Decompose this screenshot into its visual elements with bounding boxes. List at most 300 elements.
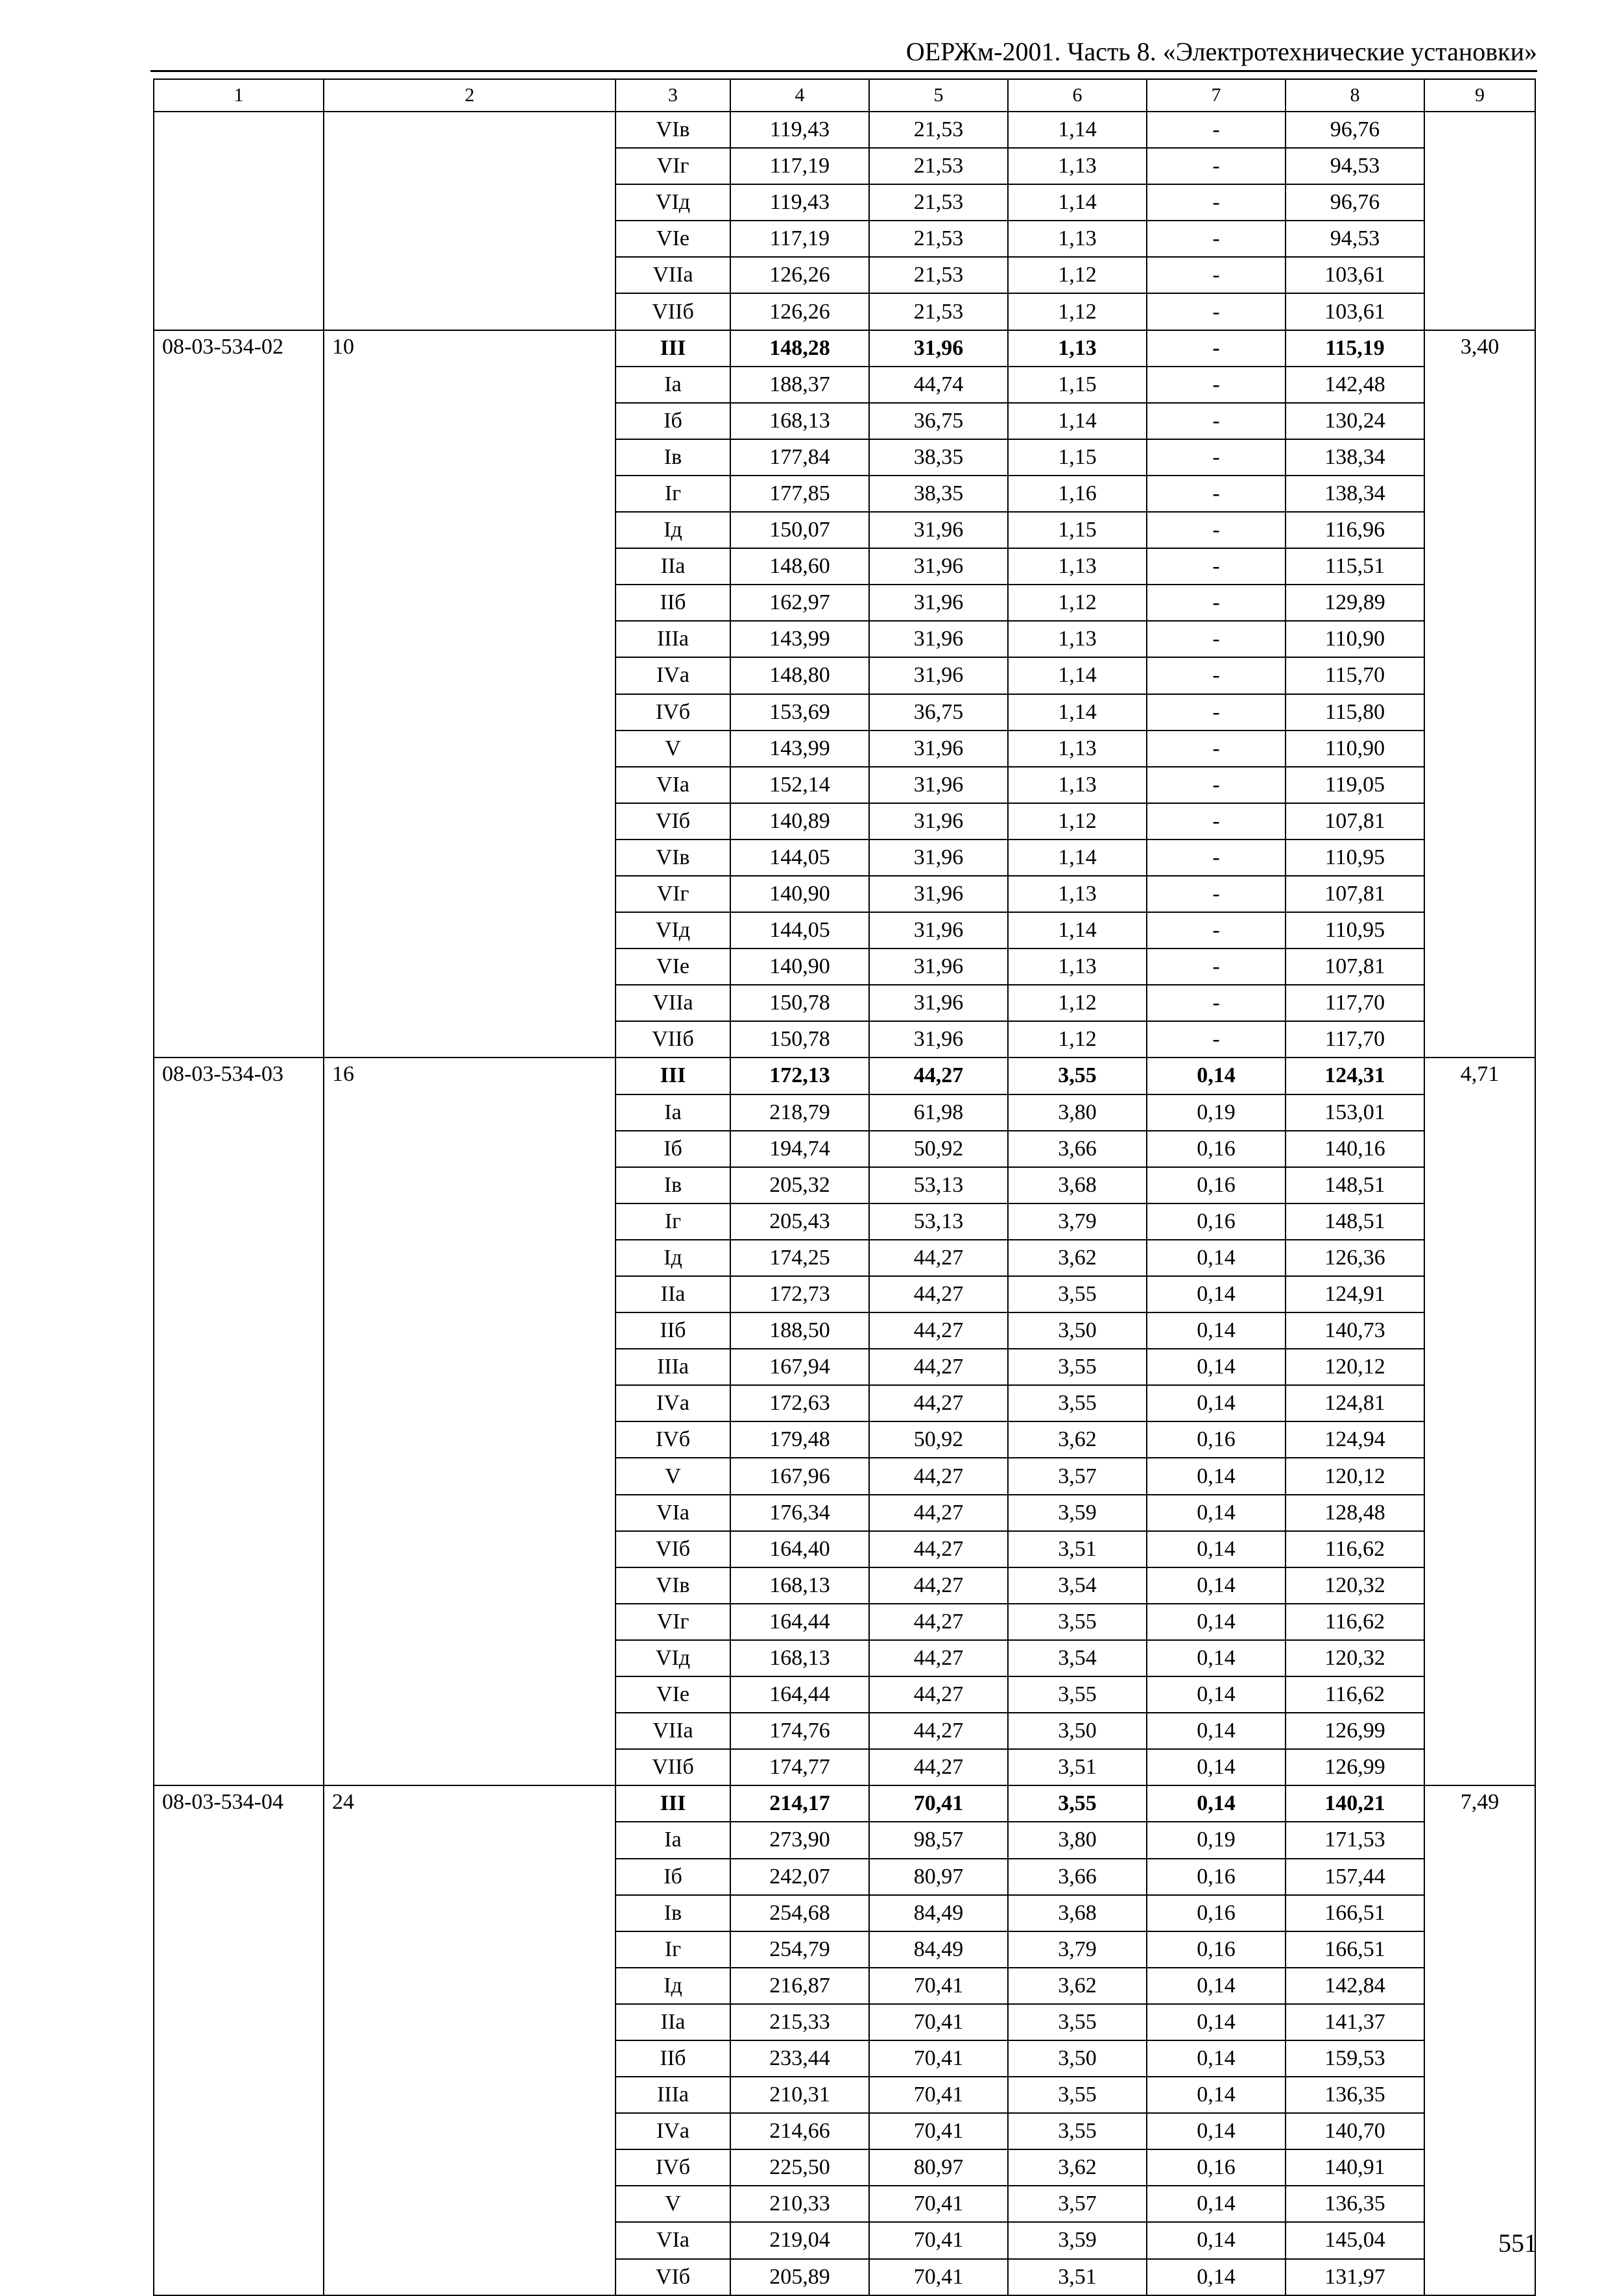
driver-wages-cell: 0,14: [1147, 1385, 1286, 1421]
driver-wages-cell: 0,14: [1147, 1349, 1286, 1385]
total-cost-cell: 215,33: [730, 2004, 869, 2040]
driver-wages-cell: 0,14: [1147, 1057, 1286, 1094]
wages-cell: 31,96: [869, 330, 1008, 367]
wages-cell: 50,92: [869, 1421, 1008, 1458]
zone-cell: VIIб: [616, 293, 730, 330]
wages-cell: 98,57: [869, 1822, 1008, 1858]
machine-cost-cell: 3,50: [1008, 2040, 1147, 2077]
materials-cell: 110,95: [1286, 840, 1424, 876]
materials-cell: 142,84: [1286, 1968, 1424, 2004]
zone-cell: IIа: [616, 548, 730, 585]
norm-code-cell: 08-03-534-03: [154, 1057, 324, 1785]
zone-cell: Iв: [616, 1167, 730, 1203]
machine-cost-cell: 3,55: [1008, 1276, 1147, 1312]
total-cost-cell: 176,34: [730, 1495, 869, 1531]
total-cost-cell: 172,73: [730, 1276, 869, 1312]
machine-cost-cell: 3,79: [1008, 1203, 1147, 1240]
materials-cell: 117,70: [1286, 985, 1424, 1021]
wages-cell: 31,96: [869, 621, 1008, 657]
machine-cost-cell: 1,13: [1008, 221, 1147, 257]
machine-cost-cell: 1,13: [1008, 767, 1147, 803]
wages-cell: 44,27: [869, 1749, 1008, 1785]
zone-cell: IIIа: [616, 1349, 730, 1385]
driver-wages-cell: -: [1147, 367, 1286, 403]
wages-cell: 44,27: [869, 1676, 1008, 1713]
labor-cell: 4,71: [1424, 1057, 1535, 1785]
machine-cost-cell: 1,15: [1008, 367, 1147, 403]
total-cost-cell: 117,19: [730, 148, 869, 184]
materials-cell: 120,12: [1286, 1349, 1424, 1385]
machine-cost-cell: 3,59: [1008, 2222, 1147, 2258]
materials-cell: 107,81: [1286, 949, 1424, 985]
materials-cell: 130,24: [1286, 403, 1424, 439]
zone-cell: III: [616, 1057, 730, 1094]
driver-wages-cell: 0,14: [1147, 1785, 1286, 1822]
total-cost-cell: 150,07: [730, 512, 869, 548]
driver-wages-cell: -: [1147, 476, 1286, 512]
zone-cell: Iд: [616, 1968, 730, 2004]
machine-cost-cell: 3,68: [1008, 1167, 1147, 1203]
wages-cell: 31,96: [869, 512, 1008, 548]
materials-cell: 128,48: [1286, 1495, 1424, 1531]
total-cost-cell: 167,94: [730, 1349, 869, 1385]
driver-wages-cell: 0,14: [1147, 1531, 1286, 1567]
wages-cell: 44,27: [869, 1713, 1008, 1749]
driver-wages-cell: 0,16: [1147, 1203, 1286, 1240]
machine-cost-cell: 3,55: [1008, 1676, 1147, 1713]
materials-cell: 116,62: [1286, 1531, 1424, 1567]
zone-cell: VIг: [616, 1604, 730, 1640]
wages-cell: 31,96: [869, 876, 1008, 912]
materials-cell: 124,91: [1286, 1276, 1424, 1312]
driver-wages-cell: -: [1147, 985, 1286, 1021]
wages-cell: 31,96: [869, 657, 1008, 694]
machine-cost-cell: 3,79: [1008, 1931, 1147, 1968]
materials-cell: 110,90: [1286, 731, 1424, 767]
wages-cell: 44,27: [869, 1349, 1008, 1385]
driver-wages-cell: 0,14: [1147, 1240, 1286, 1276]
wages-cell: 70,41: [869, 2040, 1008, 2077]
driver-wages-cell: 0,14: [1147, 1567, 1286, 1604]
driver-wages-cell: -: [1147, 221, 1286, 257]
machine-cost-cell: 3,55: [1008, 1604, 1147, 1640]
machine-cost-cell: 3,54: [1008, 1640, 1147, 1676]
machine-cost-cell: 3,55: [1008, 1385, 1147, 1421]
total-cost-cell: 210,33: [730, 2186, 869, 2222]
driver-wages-cell: 0,16: [1147, 1167, 1286, 1203]
total-cost-cell: 144,05: [730, 840, 869, 876]
materials-cell: 138,34: [1286, 439, 1424, 476]
column-number: 4: [730, 79, 869, 112]
table-row: [154, 1785, 1535, 1822]
total-cost-cell: 242,07: [730, 1859, 869, 1895]
wages-cell: 36,75: [869, 403, 1008, 439]
zone-cell: Iд: [616, 512, 730, 548]
materials-cell: 94,53: [1286, 148, 1424, 184]
driver-wages-cell: 0,14: [1147, 1495, 1286, 1531]
materials-cell: 110,90: [1286, 621, 1424, 657]
total-cost-cell: 126,26: [730, 293, 869, 330]
wages-cell: 21,53: [869, 148, 1008, 184]
zone-cell: Iг: [616, 476, 730, 512]
machine-cost-cell: 3,55: [1008, 1057, 1147, 1094]
driver-wages-cell: 0,16: [1147, 1131, 1286, 1167]
zone-cell: IIа: [616, 1276, 730, 1312]
total-cost-cell: 205,43: [730, 1203, 869, 1240]
machine-cost-cell: 1,12: [1008, 257, 1147, 293]
wages-cell: 21,53: [869, 112, 1008, 148]
wages-cell: 38,35: [869, 476, 1008, 512]
wages-cell: 44,27: [869, 1458, 1008, 1494]
materials-cell: 140,16: [1286, 1131, 1424, 1167]
norm-code-cell: [154, 112, 324, 330]
driver-wages-cell: -: [1147, 148, 1286, 184]
total-cost-cell: 150,78: [730, 1021, 869, 1057]
column-number: 7: [1147, 79, 1286, 112]
column-number: 5: [869, 79, 1008, 112]
zone-cell: VIб: [616, 803, 730, 840]
wages-cell: 84,49: [869, 1931, 1008, 1968]
machine-cost-cell: 1,14: [1008, 184, 1147, 221]
zone-cell: VIв: [616, 840, 730, 876]
wages-cell: 70,41: [869, 2222, 1008, 2258]
total-cost-cell: 119,43: [730, 184, 869, 221]
zone-cell: VIд: [616, 1640, 730, 1676]
total-cost-cell: 167,96: [730, 1458, 869, 1494]
materials-cell: 136,35: [1286, 2077, 1424, 2113]
materials-cell: 107,81: [1286, 876, 1424, 912]
zone-cell: VIе: [616, 1676, 730, 1713]
total-cost-cell: 210,31: [730, 2077, 869, 2113]
machine-cost-cell: 3,51: [1008, 1749, 1147, 1785]
wages-cell: 31,96: [869, 949, 1008, 985]
zone-cell: VIа: [616, 2222, 730, 2258]
total-cost-cell: 177,84: [730, 439, 869, 476]
zone-cell: VIIа: [616, 257, 730, 293]
total-cost-cell: 179,48: [730, 1421, 869, 1458]
driver-wages-cell: -: [1147, 803, 1286, 840]
driver-wages-cell: -: [1147, 585, 1286, 621]
driver-wages-cell: 0,14: [1147, 1604, 1286, 1640]
machine-cost-cell: 1,15: [1008, 512, 1147, 548]
driver-wages-cell: -: [1147, 621, 1286, 657]
materials-cell: 115,19: [1286, 330, 1424, 367]
total-cost-cell: 164,44: [730, 1604, 869, 1640]
total-cost-cell: 205,89: [730, 2259, 869, 2295]
materials-cell: 120,32: [1286, 1567, 1424, 1604]
zone-cell: IVа: [616, 657, 730, 694]
header-rule: [150, 70, 1537, 72]
column-number: 1: [154, 79, 324, 112]
zone-cell: V: [616, 731, 730, 767]
column-number: 9: [1424, 79, 1535, 112]
wages-cell: 21,53: [869, 221, 1008, 257]
zone-cell: III: [616, 1785, 730, 1822]
materials-cell: 145,04: [1286, 2222, 1424, 2258]
zone-cell: IIIа: [616, 621, 730, 657]
wages-cell: 31,96: [869, 731, 1008, 767]
total-cost-cell: 214,66: [730, 2113, 869, 2149]
driver-wages-cell: -: [1147, 731, 1286, 767]
page-number: 551: [1498, 2229, 1537, 2258]
zone-cell: IVб: [616, 2149, 730, 2186]
materials-cell: 136,35: [1286, 2186, 1424, 2222]
driver-wages-cell: 0,16: [1147, 2149, 1286, 2186]
materials-cell: 159,53: [1286, 2040, 1424, 2077]
wages-cell: 70,41: [869, 2077, 1008, 2113]
norm-code-cell: 08-03-534-04: [154, 1785, 324, 2295]
machine-cost-cell: 3,54: [1008, 1567, 1147, 1604]
parameter-cell: 24: [324, 1785, 616, 2295]
wages-cell: 70,41: [869, 2113, 1008, 2149]
wages-cell: 31,96: [869, 767, 1008, 803]
wages-cell: 21,53: [869, 257, 1008, 293]
driver-wages-cell: 0,14: [1147, 2077, 1286, 2113]
total-cost-cell: 188,37: [730, 367, 869, 403]
machine-cost-cell: 3,62: [1008, 2149, 1147, 2186]
total-cost-cell: 143,99: [730, 621, 869, 657]
total-cost-cell: 144,05: [730, 912, 869, 949]
wages-cell: 50,92: [869, 1131, 1008, 1167]
wages-cell: 44,27: [869, 1312, 1008, 1349]
machine-cost-cell: 3,55: [1008, 2004, 1147, 2040]
machine-cost-cell: 3,50: [1008, 1713, 1147, 1749]
materials-cell: 124,81: [1286, 1385, 1424, 1421]
machine-cost-cell: 1,14: [1008, 112, 1147, 148]
total-cost-cell: 140,90: [730, 876, 869, 912]
driver-wages-cell: 0,14: [1147, 1312, 1286, 1349]
materials-cell: 171,53: [1286, 1822, 1424, 1858]
driver-wages-cell: -: [1147, 257, 1286, 293]
zone-cell: Iд: [616, 1240, 730, 1276]
total-cost-cell: 119,43: [730, 112, 869, 148]
zone-cell: IIб: [616, 1312, 730, 1349]
driver-wages-cell: -: [1147, 840, 1286, 876]
machine-cost-cell: 1,16: [1008, 476, 1147, 512]
wages-cell: 21,53: [869, 184, 1008, 221]
norm-code-cell: 08-03-534-02: [154, 330, 324, 1058]
wages-cell: 70,41: [869, 1785, 1008, 1822]
column-number: 8: [1286, 79, 1424, 112]
machine-cost-cell: 1,13: [1008, 731, 1147, 767]
materials-cell: 138,34: [1286, 476, 1424, 512]
materials-cell: 110,95: [1286, 912, 1424, 949]
labor-cell: [1424, 112, 1535, 330]
machine-cost-cell: 1,14: [1008, 912, 1147, 949]
machine-cost-cell: 1,12: [1008, 803, 1147, 840]
materials-cell: 126,99: [1286, 1749, 1424, 1785]
zone-cell: VIб: [616, 2259, 730, 2295]
machine-cost-cell: 1,15: [1008, 439, 1147, 476]
machine-cost-cell: 3,62: [1008, 1421, 1147, 1458]
materials-cell: 124,94: [1286, 1421, 1424, 1458]
machine-cost-cell: 3,55: [1008, 2113, 1147, 2149]
wages-cell: 53,13: [869, 1203, 1008, 1240]
wages-cell: 44,27: [869, 1567, 1008, 1604]
machine-cost-cell: 1,12: [1008, 293, 1147, 330]
machine-cost-cell: 1,12: [1008, 985, 1147, 1021]
wages-cell: 44,27: [869, 1640, 1008, 1676]
wages-cell: 70,41: [869, 2186, 1008, 2222]
materials-cell: 124,31: [1286, 1057, 1424, 1094]
driver-wages-cell: -: [1147, 767, 1286, 803]
materials-cell: 126,99: [1286, 1713, 1424, 1749]
table-body: [154, 79, 1535, 2295]
machine-cost-cell: 1,12: [1008, 1021, 1147, 1057]
materials-cell: 166,51: [1286, 1895, 1424, 1931]
driver-wages-cell: 0,14: [1147, 2222, 1286, 2258]
wages-cell: 31,96: [869, 912, 1008, 949]
total-cost-cell: 164,40: [730, 1531, 869, 1567]
driver-wages-cell: 0,16: [1147, 1859, 1286, 1895]
total-cost-cell: 140,90: [730, 949, 869, 985]
table-row: [154, 1057, 1535, 1094]
table-row: [154, 112, 1535, 148]
total-cost-cell: 174,25: [730, 1240, 869, 1276]
zone-cell: IIб: [616, 585, 730, 621]
wages-cell: 44,27: [869, 1604, 1008, 1640]
zone-cell: Iа: [616, 1822, 730, 1858]
driver-wages-cell: -: [1147, 184, 1286, 221]
machine-cost-cell: 3,62: [1008, 1968, 1147, 2004]
driver-wages-cell: 0,14: [1147, 2259, 1286, 2295]
total-cost-cell: 140,89: [730, 803, 869, 840]
materials-cell: 142,48: [1286, 367, 1424, 403]
zone-cell: V: [616, 2186, 730, 2222]
wages-cell: 61,98: [869, 1094, 1008, 1131]
materials-cell: 120,12: [1286, 1458, 1424, 1494]
driver-wages-cell: -: [1147, 912, 1286, 949]
wages-cell: 44,27: [869, 1240, 1008, 1276]
total-cost-cell: 174,77: [730, 1749, 869, 1785]
driver-wages-cell: -: [1147, 403, 1286, 439]
materials-cell: 115,51: [1286, 548, 1424, 585]
total-cost-cell: 148,28: [730, 330, 869, 367]
column-number: 3: [616, 79, 730, 112]
machine-cost-cell: 3,59: [1008, 1495, 1147, 1531]
zone-cell: IVб: [616, 694, 730, 731]
machine-cost-cell: 1,14: [1008, 694, 1147, 731]
machine-cost-cell: 1,12: [1008, 585, 1147, 621]
zone-cell: Iв: [616, 439, 730, 476]
machine-cost-cell: 3,66: [1008, 1859, 1147, 1895]
driver-wages-cell: -: [1147, 949, 1286, 985]
zone-cell: IVа: [616, 2113, 730, 2149]
total-cost-cell: 172,13: [730, 1057, 869, 1094]
total-cost-cell: 164,44: [730, 1676, 869, 1713]
total-cost-cell: 152,14: [730, 767, 869, 803]
driver-wages-cell: -: [1147, 512, 1286, 548]
wages-cell: 31,96: [869, 1021, 1008, 1057]
driver-wages-cell: -: [1147, 876, 1286, 912]
materials-cell: 107,81: [1286, 803, 1424, 840]
zone-cell: VIб: [616, 1531, 730, 1567]
wages-cell: 70,41: [869, 1968, 1008, 2004]
wages-cell: 31,96: [869, 985, 1008, 1021]
total-cost-cell: 174,76: [730, 1713, 869, 1749]
zone-cell: IIб: [616, 2040, 730, 2077]
wages-cell: 44,27: [869, 1385, 1008, 1421]
wages-cell: 31,96: [869, 840, 1008, 876]
zone-cell: Iг: [616, 1931, 730, 1968]
driver-wages-cell: 0,16: [1147, 1895, 1286, 1931]
materials-cell: 129,89: [1286, 585, 1424, 621]
zone-cell: VIе: [616, 949, 730, 985]
wages-cell: 38,35: [869, 439, 1008, 476]
wages-cell: 70,41: [869, 2259, 1008, 2295]
materials-cell: 140,91: [1286, 2149, 1424, 2186]
driver-wages-cell: 0,14: [1147, 1713, 1286, 1749]
machine-cost-cell: 3,62: [1008, 1240, 1147, 1276]
wages-cell: 80,97: [869, 1859, 1008, 1895]
wages-cell: 21,53: [869, 293, 1008, 330]
zone-cell: VIг: [616, 148, 730, 184]
zone-cell: VIд: [616, 912, 730, 949]
parameter-cell: 10: [324, 330, 616, 1058]
zone-cell: Iв: [616, 1895, 730, 1931]
zone-cell: IIа: [616, 2004, 730, 2040]
wages-cell: 44,27: [869, 1495, 1008, 1531]
zone-cell: VIIб: [616, 1749, 730, 1785]
zone-cell: V: [616, 1458, 730, 1494]
materials-cell: 96,76: [1286, 184, 1424, 221]
total-cost-cell: 225,50: [730, 2149, 869, 2186]
machine-cost-cell: 1,14: [1008, 403, 1147, 439]
materials-cell: 148,51: [1286, 1203, 1424, 1240]
zone-cell: VIд: [616, 184, 730, 221]
zone-cell: VIв: [616, 112, 730, 148]
wages-cell: 44,27: [869, 1057, 1008, 1094]
driver-wages-cell: 0,16: [1147, 1421, 1286, 1458]
materials-cell: 103,61: [1286, 293, 1424, 330]
materials-cell: 153,01: [1286, 1094, 1424, 1131]
zone-cell: Iб: [616, 403, 730, 439]
machine-cost-cell: 3,50: [1008, 1312, 1147, 1349]
materials-cell: 116,62: [1286, 1676, 1424, 1713]
materials-cell: 117,70: [1286, 1021, 1424, 1057]
machine-cost-cell: 1,13: [1008, 949, 1147, 985]
zone-cell: Iг: [616, 1203, 730, 1240]
materials-cell: 96,76: [1286, 112, 1424, 148]
driver-wages-cell: -: [1147, 657, 1286, 694]
materials-cell: 115,70: [1286, 657, 1424, 694]
total-cost-cell: 205,32: [730, 1167, 869, 1203]
machine-cost-cell: 3,55: [1008, 1785, 1147, 1822]
zone-cell: VIIа: [616, 985, 730, 1021]
total-cost-cell: 216,87: [730, 1968, 869, 2004]
machine-cost-cell: 3,68: [1008, 1895, 1147, 1931]
driver-wages-cell: -: [1147, 439, 1286, 476]
total-cost-cell: 194,74: [730, 1131, 869, 1167]
wages-cell: 80,97: [869, 2149, 1008, 2186]
driver-wages-cell: 0,14: [1147, 2113, 1286, 2149]
driver-wages-cell: 0,14: [1147, 2186, 1286, 2222]
wages-cell: 36,75: [869, 694, 1008, 731]
total-cost-cell: 148,60: [730, 548, 869, 585]
machine-cost-cell: 3,51: [1008, 1531, 1147, 1567]
machine-cost-cell: 3,57: [1008, 2186, 1147, 2222]
materials-cell: 166,51: [1286, 1931, 1424, 1968]
machine-cost-cell: 1,13: [1008, 548, 1147, 585]
zone-cell: Iа: [616, 1094, 730, 1131]
zone-cell: VIе: [616, 221, 730, 257]
machine-cost-cell: 3,80: [1008, 1094, 1147, 1131]
materials-cell: 140,73: [1286, 1312, 1424, 1349]
zone-cell: IVб: [616, 1421, 730, 1458]
zone-cell: Iб: [616, 1131, 730, 1167]
zone-cell: VIв: [616, 1567, 730, 1604]
machine-cost-cell: 1,13: [1008, 330, 1147, 367]
